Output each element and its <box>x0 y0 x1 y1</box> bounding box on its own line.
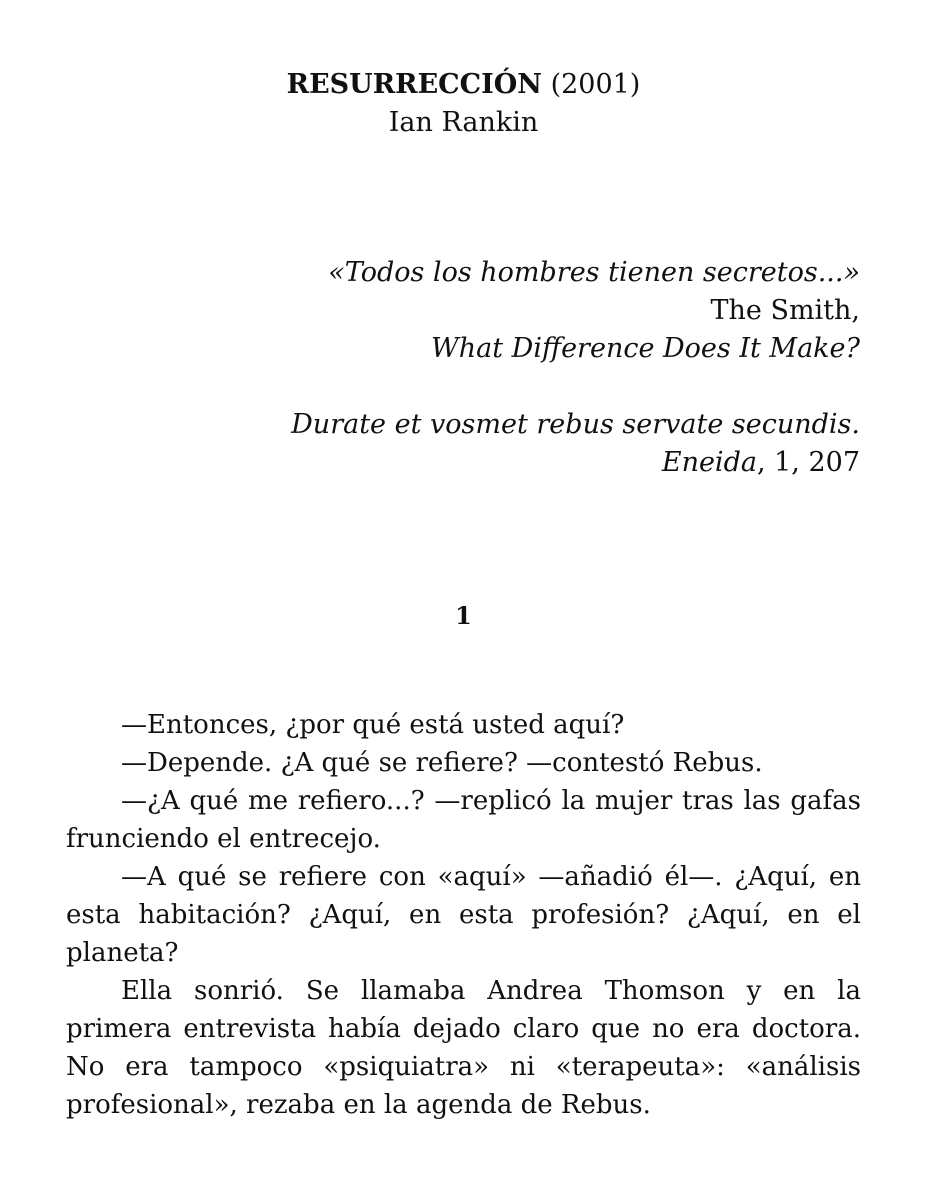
chapter-number: 1 <box>455 601 472 630</box>
body-text <box>66 706 861 1124</box>
epigraph-spacer <box>220 368 860 406</box>
book-title: RESURRECCIÓN <box>286 69 542 100</box>
paragraph: —¿A qué me refiero...? —replicó la mujer tras las gafas frunciendo el entrecejo. <box>66 786 861 854</box>
epigraph-quote-1: «Todos los hombres tienen secretos...» <box>328 257 860 288</box>
epigraph-quote-2-ref: , 1, 207 <box>756 447 860 478</box>
epigraph-source-work: What Difference Does It Make? <box>431 333 860 364</box>
title-line <box>0 66 927 104</box>
publication-year: (2001) <box>550 69 641 100</box>
epigraph-quote-2-work: Eneida <box>661 447 757 478</box>
author-name: Ian Rankin <box>388 107 539 138</box>
epigraph-quote-2: Durate et vosmet rebus servate secundis. <box>291 409 860 440</box>
epigraph-source-artist: The Smith, <box>710 295 860 326</box>
epigraph-quote-2-source <box>220 444 860 482</box>
paragraph: Ella sonrió. Se llamaba Andrea Thomson y en la primera entrevista había dejado claro que no era doctora. No era tampoco «psiquiatra» ni «terapeuta»: «análisis profesional», rezaba en la agenda de Rebus. <box>66 976 861 1120</box>
title-block <box>0 66 927 142</box>
paragraph: —Depende. ¿A qué se refiere? —contestó Rebus. <box>121 748 763 778</box>
paragraph: —A qué se refiere con «aquí» —añadió él—. ¿Aquí, en esta habitación? ¿Aquí, en esta profesión? ¿Aquí, en el planeta? <box>66 862 861 968</box>
paragraph: —Entonces, ¿por qué está usted aquí? <box>121 710 625 740</box>
epigraph <box>220 254 860 482</box>
